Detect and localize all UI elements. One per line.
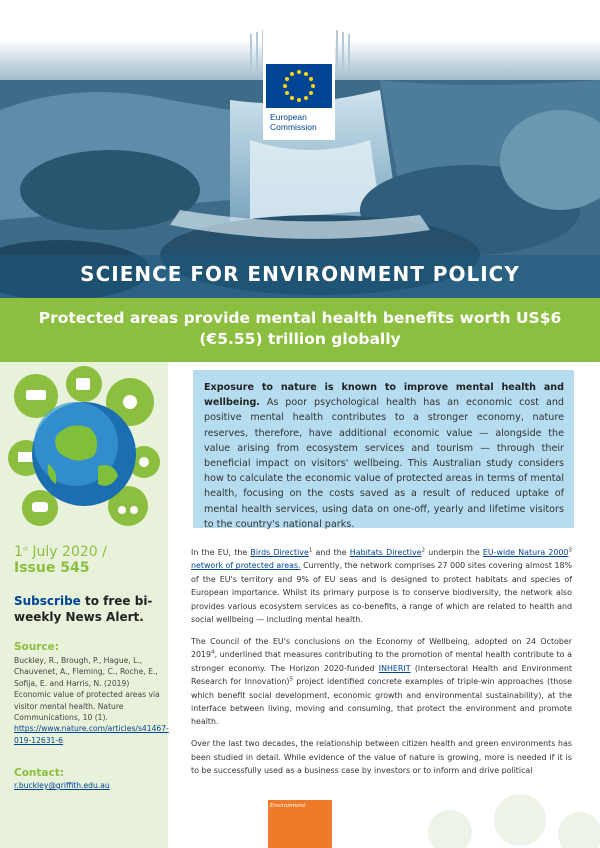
source-link[interactable]: https://www.nature.com/articles/s41467-019-12631-6	[14, 724, 169, 745]
inherit-link[interactable]: INHERIT	[378, 663, 411, 673]
paragraph-3: Over the last two decades, the relationship between citizen health and green environments has been studied in detail. While evidence of the value of nature is growing, more is needed if it is to be successfully used as a business case by investors or to inform and drive political	[191, 739, 572, 776]
natura-2000-link[interactable]: EU-wide Natura 2000	[482, 548, 569, 557]
contact-heading: Contact:	[14, 767, 64, 779]
article-body	[191, 546, 572, 786]
hero-banner	[0, 0, 600, 298]
footnote-ref: 5	[289, 676, 294, 683]
globe-illustration	[6, 366, 162, 532]
source-heading: Source:	[14, 641, 59, 653]
source-text: Buckley, R., Brough, P., Hague, L., Chauvenet, A., Fleming, C., Roche, E., Sofija, E. and Harris, N. (2019) Economic value of protected areas via visitor mental health. Nature Communications, 10 (1).	[14, 656, 160, 723]
footer-decoration	[410, 790, 600, 848]
footnote-ref: 1	[308, 547, 313, 554]
p2-text-b: , underlined that measures contributing to the promotion of mental health contribute to a stronger economy. The Horizon 2020-funded	[191, 650, 572, 673]
protected-areas-network-link[interactable]: network of protected areas.	[191, 561, 301, 571]
date-suffix: st	[22, 546, 28, 553]
date-rest: July 2020 /	[27, 544, 107, 560]
ec-wordmark	[270, 112, 317, 132]
eu-flag-icon	[266, 64, 332, 108]
p2-text-a: The Council of the EU's conclusions on the Economy of Wellbeing, adopted on 24 October 2019	[191, 636, 572, 660]
subscribe-text: to free bi-weekly News Alert.	[14, 594, 153, 624]
footnote-ref: 3	[568, 547, 572, 554]
footnote-ref: 4	[211, 649, 215, 656]
footnote-ref: 2	[421, 547, 425, 554]
date-day: 1	[14, 544, 23, 560]
paragraph-1	[191, 546, 572, 626]
p2-text-d: project identified concrete examples of triple-win approaches (those which benefit social development, economic growth and environmental sustainability), at the interface between living, moving and consuming, that protect the environment and promote health.	[191, 677, 573, 727]
series-title: SCIENCE FOR ENVIRONMENT POLICY	[80, 262, 520, 286]
birds-directive-link[interactable]: Birds Directive	[250, 548, 309, 557]
p2-text-c: (Intersectoral Health and Environment Research for Innovation)	[191, 663, 572, 687]
paragraph-2	[191, 635, 572, 729]
p1-text-a: In the EU, the	[191, 548, 251, 557]
subscribe-block	[14, 593, 166, 625]
issue-number: Issue 545	[14, 560, 90, 576]
category-label: Environment	[270, 803, 306, 809]
habitats-directive-link[interactable]: Habitats Directive	[349, 548, 422, 557]
source-citation	[14, 655, 169, 746]
contact-email-link[interactable]: r.buckley@griffith.edu.au	[14, 781, 110, 790]
subscribe-link[interactable]: Subscribe	[14, 594, 81, 608]
summary-text	[204, 380, 564, 532]
summary-body: As poor psychological health has an economic cost and positive mental health contributes to a stronger economy, nature reserves, therefore, have additional economic value — alongside the value arising from ecosystem services and tourism — through their beneficial impact on visitors' wellbeing. This Australian study considers how to calculate the economic value of protected areas in terms of mental health, focusing on the costs saved as a result of reduced uptake of mental health services, using data on one-off, yearly and lifetime visitors to the country's national parks.	[204, 397, 564, 530]
p1-text-b: and the	[312, 548, 350, 557]
article-headline: Protected areas provide mental health benefits worth US$6 (€5.55) trillion globally	[38, 309, 562, 348]
publication-date	[14, 543, 107, 561]
summary-lead: Exposure to nature is known to improve mental health and wellbeing.	[204, 382, 564, 409]
ec-wordmark-line1: European	[270, 112, 307, 122]
p1-text-e: Currently, the network comprises 27 000 sites covering almost 18% of the EU's territory and 9% of EU seas and is designed to protect habitats and species of European importance. Whilst its primary purpose is to conserve biodiversity, the network also provides various ecosystem services as co-benefits, a range of which are related to health and social wellbeing — including mental health.	[191, 561, 573, 625]
p1-text-c: underpin the	[424, 548, 483, 557]
ec-wordmark-line2: Commission	[270, 122, 317, 132]
